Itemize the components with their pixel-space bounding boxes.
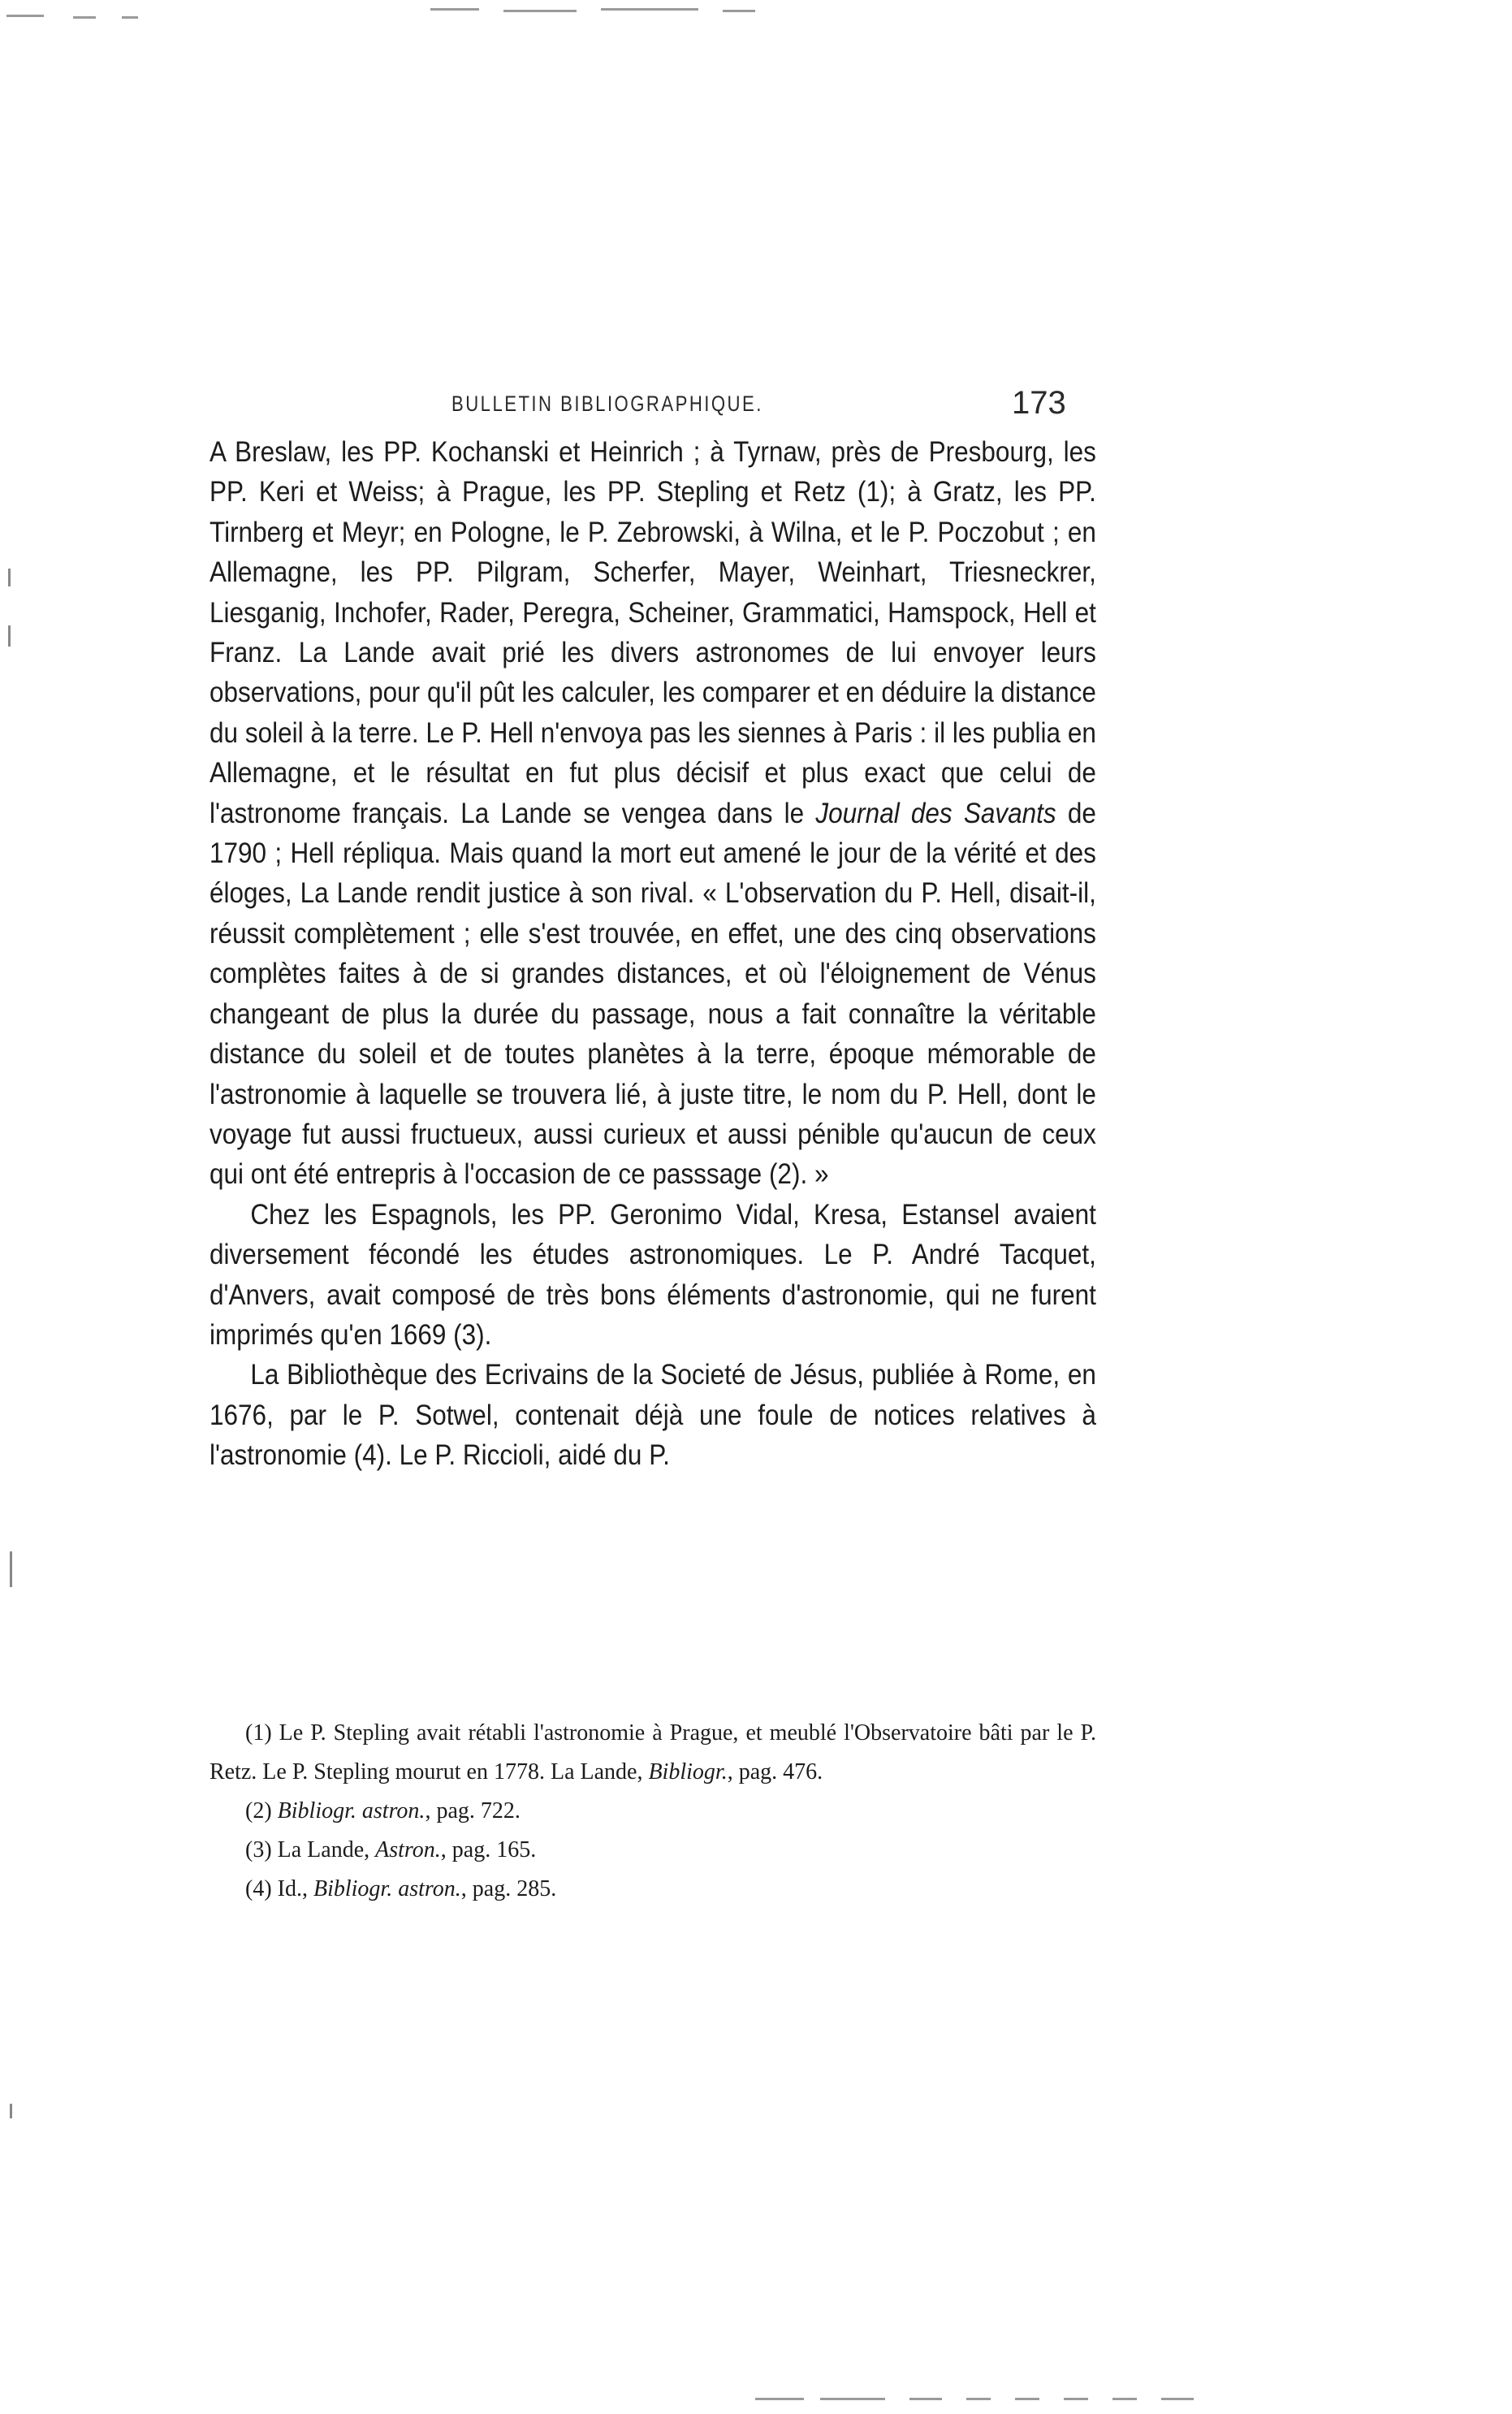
footnote <box>210 1831 1096 1870</box>
scan-artifact-left <box>10 2104 12 2118</box>
paragraph-text: de 1790 ; Hell répliqua. Mais quand la mort eut amené le jour de la vérité et des éloges, La Lande rendit justice à son rival. « L'observation du P. Hell, disait-il, réussit complètement ; elle s'est trouvée, en effet, une des cinq observations complètes faites à de si grandes distances, et où l'éloignement de Vénus changeant de plus la durée du passage, nous a fait connaître la véritable distance du soleil et de toutes planètes à la terre, époque mémorable de l'astronomie à laquelle se trouvera lié, à juste titre, le nom du P. Hell, dont le voyage fut aussi fructueux, aussi curieux et aussi pénible qu'aucun de ceux qui ont été entrepris à l'occasion de ce passsage (2). » <box>210 797 1096 1191</box>
scan-artifact-top <box>122 16 138 19</box>
scan-artifact-bottom <box>909 2398 942 2400</box>
footnote-text: , pag. 476. <box>727 1759 823 1785</box>
paragraph <box>210 432 1096 1195</box>
running-title: BULLETIN BIBLIOGRAPHIQUE. <box>451 392 763 416</box>
scan-artifact-left <box>8 625 11 647</box>
footnote-citation: Bibliogr. <box>648 1759 728 1785</box>
footnote <box>210 1792 1096 1831</box>
footnote-citation: Bibliogr. astron. <box>277 1798 426 1823</box>
scan-artifact-left <box>10 1551 12 1587</box>
footnotes <box>210 1714 1096 1909</box>
book-page <box>210 382 1096 1901</box>
scan-artifact-top <box>723 10 755 12</box>
main-text <box>210 432 1096 1476</box>
footnote-citation: Astron. <box>375 1837 441 1862</box>
scan-artifact-bottom <box>1112 2398 1137 2400</box>
scan-artifact-bottom <box>1161 2398 1194 2400</box>
paragraph: La Bibliothèque des Ecrivains de la Societé de Jésus, publiée à Rome, en 1676, par le P. Sotwel, contenait déjà une foule de notices relatives à l'astronomie (4). Le P. Riccioli, aidé du P. <box>210 1359 1096 1472</box>
journal-title: Journal des Savants <box>815 797 1056 829</box>
footnote-citation: Bibliogr. astron. <box>313 1876 461 1901</box>
scan-artifact-top <box>430 8 479 11</box>
footnote-text: , pag. 285. <box>460 1876 557 1901</box>
footnote <box>210 1870 1096 1909</box>
footnote-text: (3) La Lande, <box>245 1837 376 1862</box>
scan-artifact-top <box>503 10 577 12</box>
paragraph-text: A Breslaw, les PP. Kochanski et Heinrich ; à Tyrnaw, près de Presbourg, les PP. Keri et Weiss; à Prague, les PP. Stepling et Retz (1); à Gratz, les PP. Tirnberg et Meyr; en Pologne, le P. Zebrowski, à Wilna, et le P. Poczobut ; en Allemagne, les PP. Pilgram, Scherfer, Mayer, Weinhart, Triesneckrer, Liesganig, Inchofer, Rader, Peregra, Scheiner, Grammatici, Hamspock, Hell et Franz. La Lande avait prié les divers astronomes de lui envoyer leurs observations, pour qu'il pût les calculer, les comparer et en déduire la distance du soleil à la terre. Le P. Hell n'envoya pas les siennes à Paris : il les publia en Allemagne, et le résultat en fut plus décisif et plus exact que celui de l'astronome français. La Lande se vengea dans le <box>210 436 1096 829</box>
footnote-text: , pag. 165. <box>440 1837 537 1862</box>
footnote-text: (2) <box>245 1798 278 1823</box>
scan-artifact-bottom <box>1064 2398 1088 2400</box>
scan-artifact-bottom <box>966 2398 991 2400</box>
scan-artifact-left <box>8 569 11 586</box>
scan-artifact-bottom <box>820 2398 885 2400</box>
scan-artifact-bottom <box>1015 2398 1039 2400</box>
footnote-text: (1) Le P. Stepling avait rétabli l'astronomie à Prague, et meublé l'Observatoire bâti par le P. Retz. Le P. Stepling mourut en 1778. La Lande, <box>210 1720 1096 1785</box>
footnote-text: , pag. 722. <box>425 1798 521 1823</box>
scan-artifact-bottom <box>755 2398 804 2400</box>
paragraph: Chez les Espagnols, les PP. Geronimo Vidal, Kresa, Estansel avaient diversement fécondé les études astronomiques. Le P. André Tacquet, d'Anvers, avait composé de très bons éléments d'astronomie, qui ne furent imprimés qu'en 1669 (3). <box>210 1198 1096 1351</box>
running-header <box>210 382 1096 432</box>
page-number: 173 <box>1012 385 1066 421</box>
footnote-text: (4) Id., <box>245 1876 313 1901</box>
footnote <box>210 1714 1096 1792</box>
scan-artifact-top <box>601 8 698 11</box>
scan-artifact-top <box>73 16 96 19</box>
scan-artifact-top <box>6 15 44 17</box>
